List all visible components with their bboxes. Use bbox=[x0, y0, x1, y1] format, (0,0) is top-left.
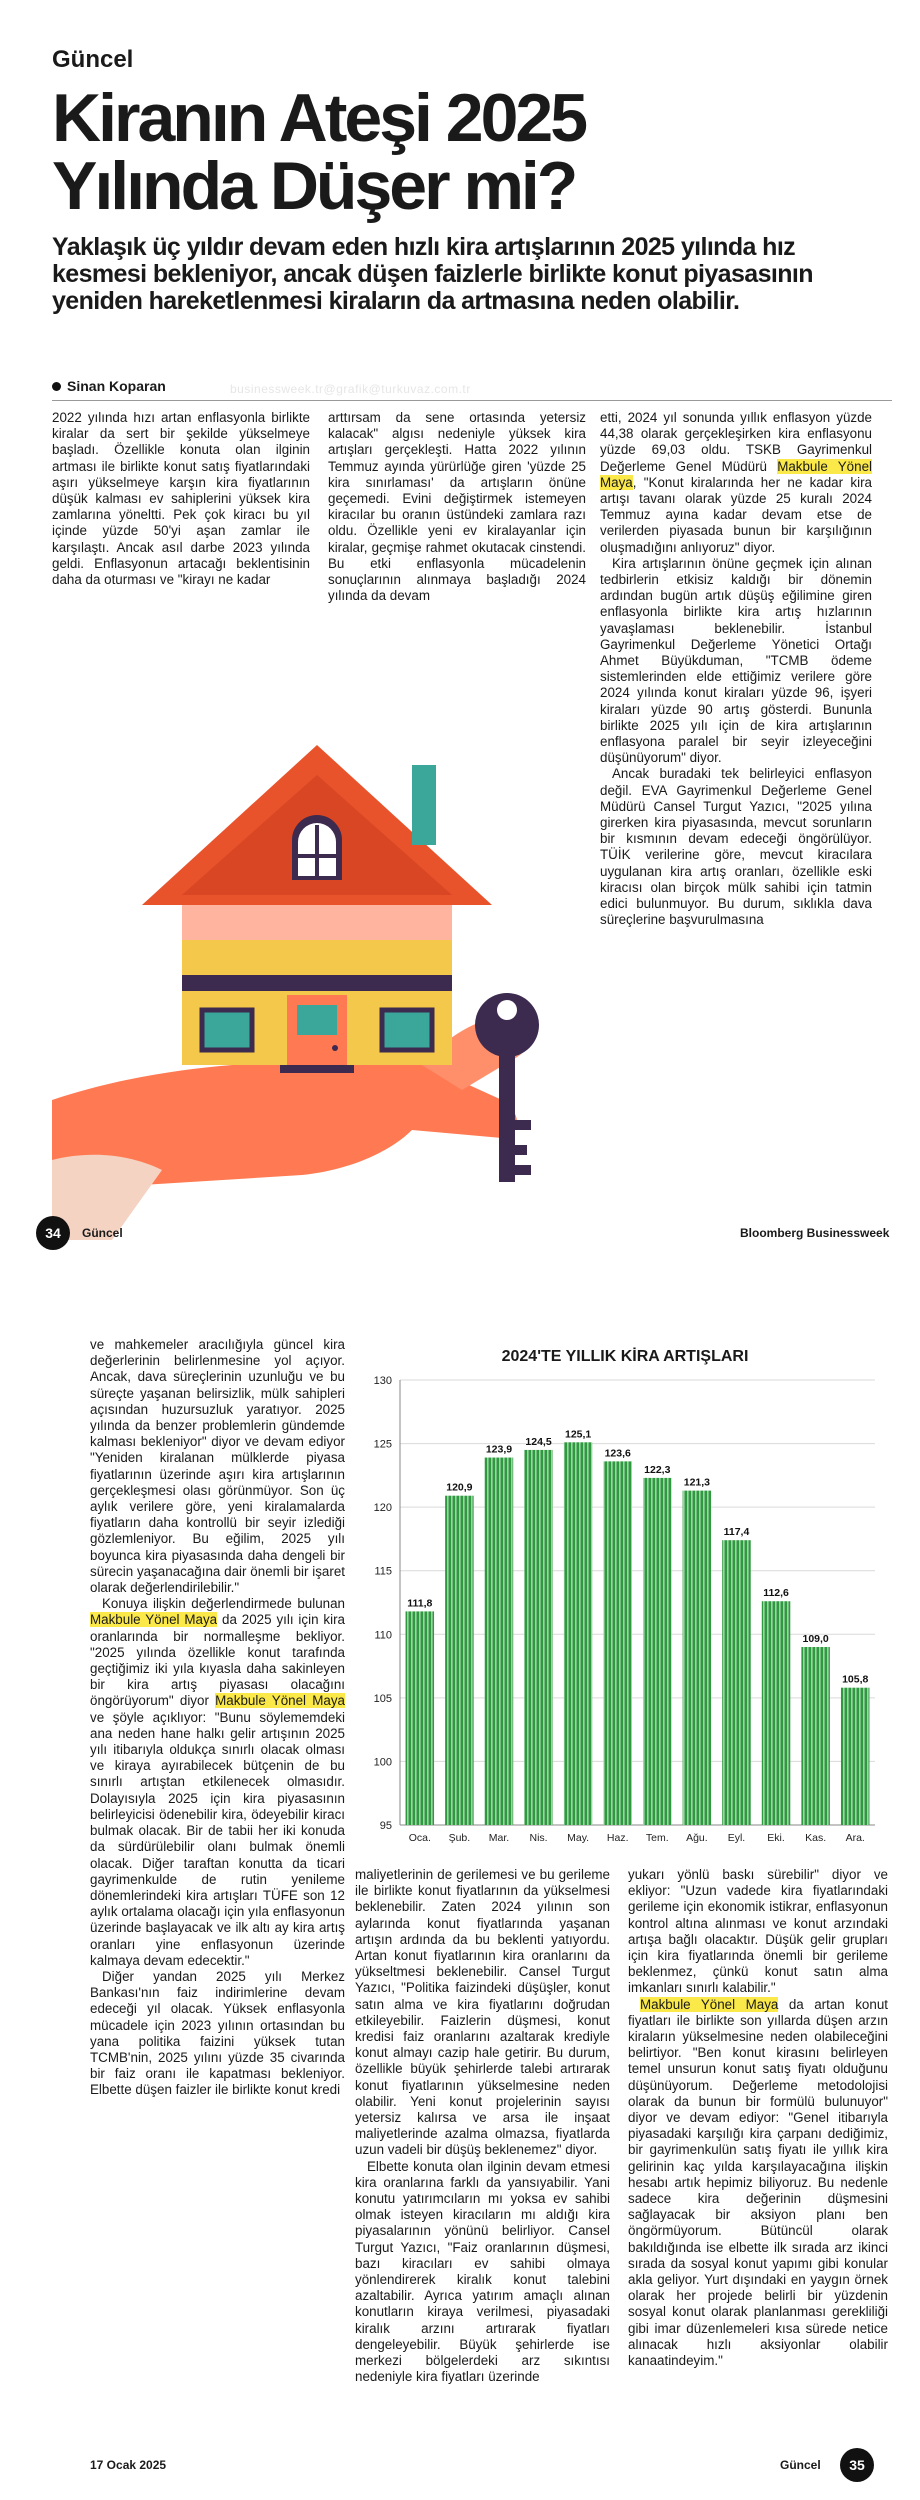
x-tick-label: Nis. bbox=[529, 1832, 548, 1844]
bar bbox=[524, 1450, 553, 1825]
highlighted-name: Makbule Yönel Maya bbox=[640, 1996, 779, 2012]
folio-section: Güncel bbox=[82, 1226, 123, 1240]
byline-bullet-icon bbox=[52, 382, 61, 391]
body-column-1 bbox=[52, 410, 310, 588]
body-column-3 bbox=[600, 410, 872, 929]
highlighted-name: Makbule Yönel Maya bbox=[90, 1612, 218, 1628]
bar-value-label: 124,5 bbox=[525, 1435, 552, 1448]
bar bbox=[603, 1461, 632, 1825]
y-tick-label: 100 bbox=[373, 1756, 392, 1769]
x-tick-label: May. bbox=[567, 1832, 590, 1844]
folio-publication: Bloomberg Businessweek bbox=[740, 1226, 890, 1240]
x-tick-label: Şub. bbox=[448, 1832, 471, 1844]
highlighted-name: Makbule Yönel Maya bbox=[600, 458, 872, 490]
x-tick-label: Kas. bbox=[805, 1832, 827, 1844]
bar-value-label: 120,9 bbox=[446, 1481, 473, 1494]
author-name: Sinan Koparan bbox=[67, 378, 166, 394]
body-column-4 bbox=[90, 1337, 345, 2099]
y-tick-label: 125 bbox=[373, 1438, 392, 1451]
headline-line-2: Yılında Düşer mi? bbox=[52, 148, 576, 224]
bar bbox=[683, 1491, 712, 1825]
paragraph: Elbette konuta olan ilginin devam etmesi kira oranlarına farklı da yansıyabilir. Yani konutu yatırımcıların mı yoksa ev sahibi olmak isteyen kiracıların mı aldığı kira piyasalarının yönünü belirliyor. Cansel Turgut Yazıcı, "Faiz oranlarının düşmesi, bazı kiracıları ev sahibi olmaya yönlendirerek kiralık konut talebini azaltabilir. Ayrıca yatırım amaçlı alınan konutların kiraya verilmesi, piyasadaki kiralık arzını artırarak fiyatları dengeleyebilir. Büyük şehirlerde ise merkezi bölgelerdeki arz sıkıntısı nedeniyle kira fiyatları üzerinde bbox=[355, 2158, 610, 2385]
paragraph: Makbule Yönel Maya da artan konut fiyatları ile birlikte son yıllarda düşen arzın kiraların yükselmesine neden olabileceğini belirtiyor. "Ben konut kirasını belirleyen temel unsurun konut satış fiyatı olduğunu düşünüyorum. Değerleme metodolojisi olarak da bunun bir formülü bulunuyor" diyor ve devam ediyor: "Genel itibarıyla piyasadaki karşılığı kira çarpanı dediğimiz, bir gayrimenkulün satış fiyatı ile yıllık kira gelirinin kaç yılda karşılayacağına ilişkin hesabı artık hepimiz biliyoruz. Bu nedenle sadece kira değerinin düşmesini sağlayacak bir aksiyon planı ben öngörmüyorum. Bütüncül olarak bakıldığında ise elbette ilk sırada arz ikinci sırada da sosyal konut yapımı gibi konular akla geliyor. Yurt dışındaki en yaygın örnek olarak her projede belirli bir yüzdenin sosyal konut olarak planlanması gerekliliği gibi imar düzenlemeleri kısa sürede netice alınacak hızlı aksiyonlar olabilir kanaatindeyim." bbox=[628, 1996, 888, 2369]
bar bbox=[801, 1647, 830, 1825]
bar-value-label: 117,4 bbox=[723, 1526, 750, 1539]
bar bbox=[485, 1458, 514, 1825]
bar-value-label: 125,1 bbox=[564, 1428, 592, 1441]
bar-value-label: 111,8 bbox=[407, 1597, 433, 1610]
x-tick-label: Eyl. bbox=[727, 1832, 746, 1844]
x-tick-label: Tem. bbox=[645, 1832, 669, 1844]
paragraph: arttırsam da sene ortasında yetersiz kalacak" algısı nedeniyle yüksek kira artışları gerçekleşti. Hatta 2022 yılının Temmuz ayında yürürlüğe giren 'yüzde 25 kira sınırlaması' da artışların önüne geçemedi. Evini değiştirmek istemeyen kiracılar bu oranın üstündeki zamlara razı oldu. Özellikle yeni ev kiralayanlar için kiralar, geçmişe rahmet okutacak cinstendi. Bu etki enflasyonla mücadelenin sonuçlarının alınmaya başladığı 2024 yılında da devam bbox=[328, 410, 586, 604]
paragraph: maliyetlerinin de gerilemesi ve bu gerileme ile birlikte konut fiyatlarının da yükselmesi beklenebilir. Zaten 2024 yılının son aylarında konut fiyatlarında yaşanan artışın ardında da bu beklenti yatıyordu. Artan konut fiyatlarının kira oranlarını da yükseltmesi beklenebilir. Cansel Turgut Yazıcı, "Politika faizindeki düşüşler, konut satın alma ve kira fiyatlarını doğrudan etkileyebilir. Faizlerin düşmesi, konut kredisi faiz oranlarını azaltarak krediyle konut almayı cazip hale getirir. Bu durum, özellikle büyük şehirlerde talebi artırarak konut fiyatlarının yükselmesine neden olabilir. Yeni konut projelerinin sayısı yetersiz kalırsa ve arsa ile inşaat maliyetlerinde azalma olmazsa, fiyatlarda uzun vadeli bir düşüş beklenemez" diyor. bbox=[355, 1867, 610, 2158]
deck: Yaklaşık üç yıldır devam eden hızlı kira artışlarının 2025 yılında hız kesmesi bekleniyor, ancak düşen faizlerle birlikte konut piyasasının yeniden hareketlenmesi kiraların da artmasına neden olabilir. bbox=[52, 233, 813, 315]
x-tick-label: Mar. bbox=[488, 1832, 510, 1844]
section-tag: Güncel bbox=[52, 46, 134, 73]
bar-value-label: 112,6 bbox=[763, 1587, 789, 1600]
bar bbox=[564, 1442, 593, 1825]
watermark: businessweek.tr@grafik@turkuvaz.com.tr bbox=[230, 382, 471, 396]
y-tick-label: 105 bbox=[373, 1692, 392, 1705]
folio-date: 17 Ocak 2025 bbox=[90, 2458, 167, 2472]
y-tick-label: 110 bbox=[374, 1629, 392, 1642]
bar-value-label: 121,3 bbox=[683, 1476, 711, 1489]
x-tick-label: Eki. bbox=[767, 1832, 785, 1844]
byline bbox=[52, 378, 166, 394]
bar bbox=[762, 1601, 791, 1825]
bar-value-label: 123,6 bbox=[604, 1447, 631, 1460]
x-tick-label: Oca. bbox=[408, 1832, 431, 1844]
headline-line-1: Kiranın Ateşi 2025 bbox=[52, 80, 586, 156]
bar-value-label: 105,8 bbox=[842, 1673, 869, 1686]
x-tick-label: Haz. bbox=[606, 1832, 629, 1844]
bar-value-label: 122,3 bbox=[644, 1463, 671, 1476]
rent-increase-chart bbox=[355, 1365, 885, 1865]
bar bbox=[406, 1611, 435, 1825]
folio-section: Güncel bbox=[780, 2458, 821, 2472]
paragraph: Konuya ilişkin değerlendirmede bulunan Makbule Yönel Maya da 2025 yılı için kira oranlarında bir normalleşme bekliyor. "2025 yılında özellikle konut tarafında geçtiğimiz iki yıla kıyasla daha sakinleyen bir kira artış piyasası olacağını öngörüyorum" diyor Makbule Yönel Maya ve şöyle açıklıyor: "Bunu söylememdeki ana neden hane halkı gelir artışının 2025 yılı itibarıyla oldukça sınırlı olacak olması ve kiraya ayırabilecek bütçenin de bu sınırlı artıştan etkilenecek olmasıdır. Dolayısıyla 2025 için kira piyasasının belirleyicisi ödenebilir kira, ödeyebilir kiracı bulmak olacak. Bir de tabii her iki konuda da sürdürülebilir olanı bulmak önemli olacak. Diğer taraftan konutta da ticari gayrimenkulde de rutin yenileme dönemlerindeki kira artışları TÜFE son 12 aylık ortalama olacağı için yıla enflasyonun üzerinde başlayacak ve ilk altı ay kira artış oranları yine enflasyonun üzerinde kalmaya devam edecektir." bbox=[90, 1596, 345, 1968]
x-tick-label: Ara. bbox=[845, 1832, 865, 1844]
body-column-6 bbox=[628, 1867, 888, 2369]
chart-title: 2024'TE YILLIK KİRA ARTIŞLARI bbox=[501, 1348, 749, 1365]
paragraph: Diğer yandan 2025 yılı Merkez Bankası'nın faiz indirimlerine devam edeceği yıl olacak. Yüksek enflasyonla mücadele için 2023 yılının ortasından bu yana politika faizini yüksek tutan TCMB'nin, 2025 yılını yüzde 35 civarında bir faiz oranı ile kapatması bekleniyor. Elbette düşen faizler ile birlikte konut kredi bbox=[90, 1968, 345, 2098]
highlighted-name: Makbule Yönel Maya bbox=[215, 1693, 345, 1709]
key-icon bbox=[475, 993, 539, 1182]
bar bbox=[841, 1688, 870, 1825]
y-tick-label: 115 bbox=[374, 1565, 392, 1578]
body-column-5 bbox=[355, 1867, 610, 2386]
header-rule bbox=[52, 400, 892, 401]
page-number: 34 bbox=[36, 1216, 70, 1250]
page-number: 35 bbox=[840, 2448, 874, 2482]
bar bbox=[445, 1496, 474, 1825]
body-column-2 bbox=[328, 410, 586, 604]
paragraph: Kira artışlarının önüne geçmek için alınan tedbirlerin etkisiz kaldığı bir dönemin ardından bugün artık düşüş eğilimine giren enflasyonla birlikte kira artış hızlarının yavaşlaması beklenebilir. İstanbul Gayrimenkul Değerleme Yönetici Ortağı Ahmet Büyükduman, "TCMB ödeme sistemlerinden elde ettiğimiz verilere göre 2024 yılında konut kiraları yüzde 96, işyeri kiraları yüzde 90 artış gösterdi. Bununla birlikte 2025 yılı için de kira artışlarının enflasyona paralel bir seyir izleyeceğini düşünüyorum" diyor. bbox=[600, 555, 872, 766]
paragraph: yukarı yönlü baskı sürebilir" diyor ve ekliyor: "Uzun vadede kira fiyatlarındaki gerileme için ekonomik istikrar, enflasyonun kontrol altına alınması ve konut arzındaki artışa bağlı olacaktır. Düşük gelir grupları için kira fiyatlarında önemli bir gerileme beklenmez, çünkü konut satın alma imkanları sınırlı kalabilir." bbox=[628, 1867, 888, 1996]
paragraph: etti, 2024 yıl sonunda yıllık enflasyon yüzde 44,38 olarak gerçekleşirken kira enflasyonu yüzde 69,03 oldu. TSKB Gayrimenkul Değerleme Genel Müdürü Makbule Yönel Maya, "Konut kiralarında her ne kadar kira artışı tavanı olarak yüzde 25 kuralı 2024 Temmuz ayına kadar devam etse de verilerden piyasada bunun bir karşılığının oluşmadığını anlıyoruz" diyor. bbox=[600, 410, 872, 555]
house-icon bbox=[142, 745, 492, 1073]
bar bbox=[643, 1478, 672, 1825]
house-key-illustration bbox=[52, 680, 582, 1240]
y-tick-label: 130 bbox=[373, 1375, 392, 1387]
bar-value-label: 109,0 bbox=[802, 1633, 829, 1645]
paragraph: ve mahkemeler aracılığıyla güncel kira değerlerinin belirlenmesine yol açıyor. Ancak, dava süreçlerinin uzunluğu ve bu süreçte yaşanan belirsizlik, mülk sahipleri açısından huzursuzluk yaratıyor. 2025 yılında da benzer problemlerin gündemde kalması bekleniyor" diyor ve devam ediyor "Yeniden kiralanan mülklerde piyasa fiyatlarının üzerinde aşırı kira artışlarının gerçekleşmesi olası görünmüyor. Son üç aylık verilere göre, yeni kiralamalarda fiyatların daha kontrollü bir seyir izlediği gözlemleniyor. Bu eğilim, 2025 yılı boyunca kira piyasasında daha dengeli bir sürecin yaşanacağına dair önemli bir işaret olarak değerlendirilebilir." bbox=[90, 1337, 345, 1596]
paragraph: Ancak buradaki tek belirleyici enflasyon değil. EVA Gayrimenkul Değerleme Genel Müdürü Cansel Turgut Yazıcı, "2025 yılına girerken kira piyasasında, mevcut sorunların bir kısmının devam edeceği öngörülüyor. TÜİK verilerine göre, mevcut kiracılara uygulanan kira artış oranları, özellikle eski kiracısı olan birçok mülk sahibi için tatmin edici bulunmuyor. Bu durum, sıklıkla dava süreçlerine başvurulmasına bbox=[600, 766, 872, 928]
x-tick-label: Ağu. bbox=[686, 1832, 708, 1844]
headline bbox=[52, 80, 852, 224]
y-tick-label: 120 bbox=[373, 1502, 392, 1515]
y-tick-label: 95 bbox=[379, 1820, 392, 1832]
bar bbox=[722, 1540, 751, 1825]
bar-value-label: 123,9 bbox=[485, 1443, 513, 1456]
paragraph: 2022 yılında hızı artan enflasyonla birlikte kiralar da sert bir şekilde yükselmeye başladı. Özellikle konuta olan ilginin artması ile birlikte konut satış fiyatlarındaki aşırı yükselmeye karşın kira fiyatlarının düşük kalması ev sahiplerini yüksek kira zamlarına yöneltti. Pek çok kiracı bu yıl içinde yüzde 50'yi aşan zamlar ile karşılaştı. Ancak asıl darbe 2023 yılında geldi. Enflasyonun artacağı beklentisinin daha da oturması ve "kirayı ne kadar bbox=[52, 410, 310, 588]
